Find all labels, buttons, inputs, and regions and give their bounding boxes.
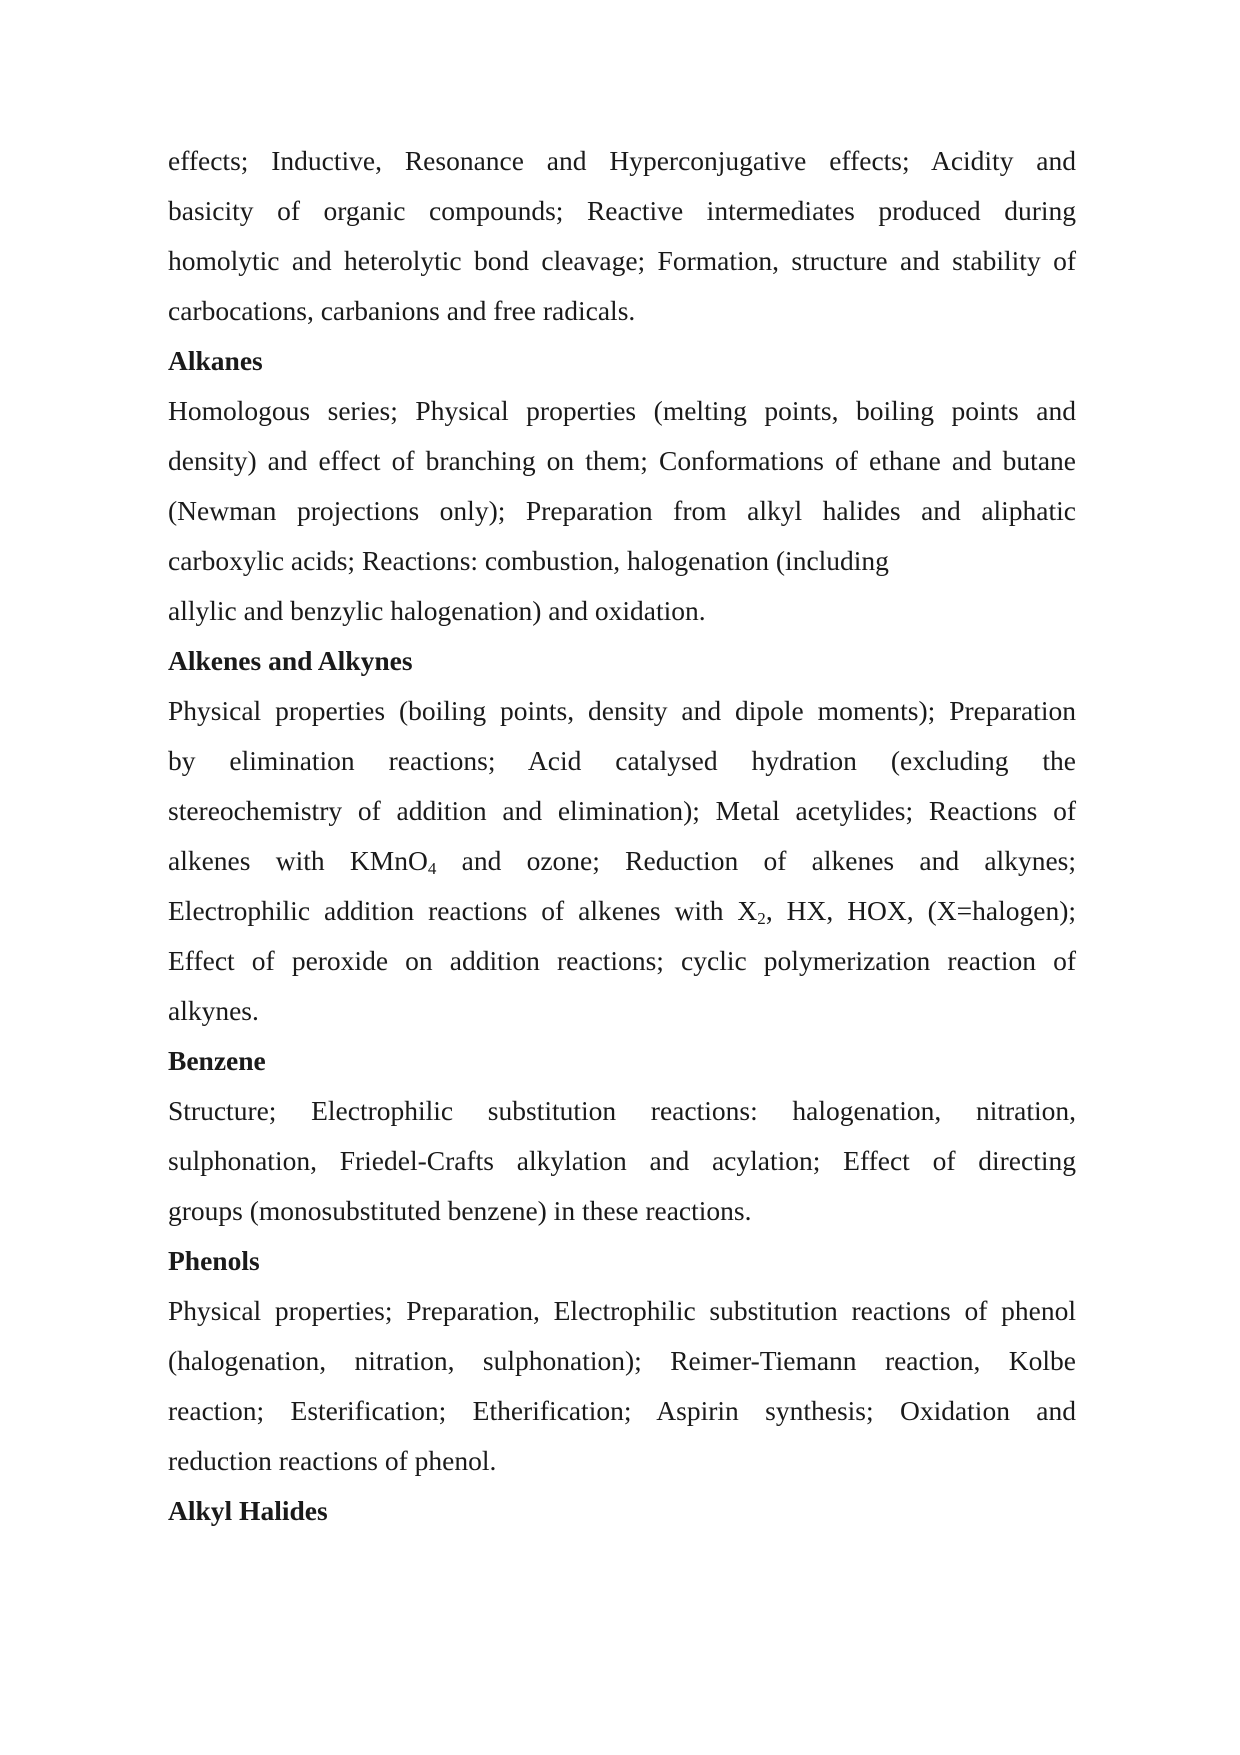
alkenes-line-7: alkynes.: [168, 995, 259, 1026]
intro-paragraph: [168, 136, 1076, 336]
alkanes-line-2: density) and effect of branching on them; Conformations of ethane and butane: [168, 445, 1076, 476]
benzene-line-3: groups (monosubstituted benzene) in these reactions.: [168, 1195, 752, 1226]
alkenes-line-3: stereochemistry of addition and elimination); Metal acetylides; Reactions of: [168, 795, 1076, 826]
phenols-line-2: (halogenation, nitration, sulphonation); Reimer-Tiemann reaction, Kolbe: [168, 1345, 1076, 1376]
benzene-line-2: sulphonation, Friedel-Crafts alkylation and acylation; Effect of directing: [168, 1145, 1076, 1176]
benzene-paragraph: [168, 1086, 1076, 1236]
alkenes-heading: Alkenes and Alkynes: [168, 645, 413, 676]
alkyl-halides-heading: Alkyl Halides: [168, 1495, 328, 1526]
x2-subscript: 2: [757, 908, 766, 928]
alkanes-line-5: allylic and benzylic halogenation) and oxidation.: [168, 595, 706, 626]
phenols-heading: Phenols: [168, 1245, 260, 1276]
phenols-line-3: reaction; Esterification; Etherification; Aspirin synthesis; Oxidation and: [168, 1395, 1076, 1426]
alkanes-paragraph: [168, 386, 1076, 636]
phenols-line-4: reduction reactions of phenol.: [168, 1445, 497, 1476]
alkenes-line-2: by elimination reactions; Acid catalysed hydration (excluding the: [168, 745, 1076, 776]
alkenes-line-5: [168, 886, 1076, 936]
alkanes-heading: Alkanes: [168, 345, 263, 376]
kmno4-subscript: 4: [427, 858, 437, 878]
intro-line-1: effects; Inductive, Resonance and Hyperconjugative effects; Acidity and: [168, 145, 1076, 176]
alkenes-paragraph: [168, 686, 1076, 1036]
intro-line-4: carbocations, carbanions and free radicals.: [168, 295, 636, 326]
alkenes-line-6: Effect of peroxide on addition reactions; cyclic polymerization reaction of: [168, 945, 1076, 976]
alkanes-line-3: (Newman projections only); Preparation from alkyl halides and aliphatic: [168, 495, 1076, 526]
alkenes-line-4-post: and ozone; Reduction of alkenes and alkynes;: [436, 845, 1076, 876]
benzene-line-1: Structure; Electrophilic substitution reactions: halogenation, nitration,: [168, 1095, 1076, 1126]
alkenes-line-4-pre: alkenes with KMnO: [168, 845, 428, 876]
alkanes-line-4: carboxylic acids; Reactions: combustion, halogenation (including: [168, 545, 889, 576]
benzene-heading: Benzene: [168, 1045, 266, 1076]
alkenes-line-1: Physical properties (boiling points, density and dipole moments); Preparation: [168, 695, 1076, 726]
phenols-line-1: Physical properties; Preparation, Electrophilic substitution reactions of phenol: [168, 1295, 1076, 1326]
alkanes-line-1: Homologous series; Physical properties (melting points, boiling points and: [168, 395, 1076, 426]
intro-line-2: basicity of organic compounds; Reactive intermediates produced during: [168, 195, 1076, 226]
alkenes-line-5-pre: Electrophilic addition reactions of alkenes with X: [168, 895, 758, 926]
phenols-paragraph: [168, 1286, 1076, 1486]
document-page: [168, 136, 1076, 1536]
alkenes-line-5-post: , HX, HOX, (X=halogen);: [765, 895, 1076, 926]
intro-line-3: homolytic and heterolytic bond cleavage; Formation, structure and stability of: [168, 245, 1076, 276]
alkenes-line-4: [168, 836, 1076, 886]
